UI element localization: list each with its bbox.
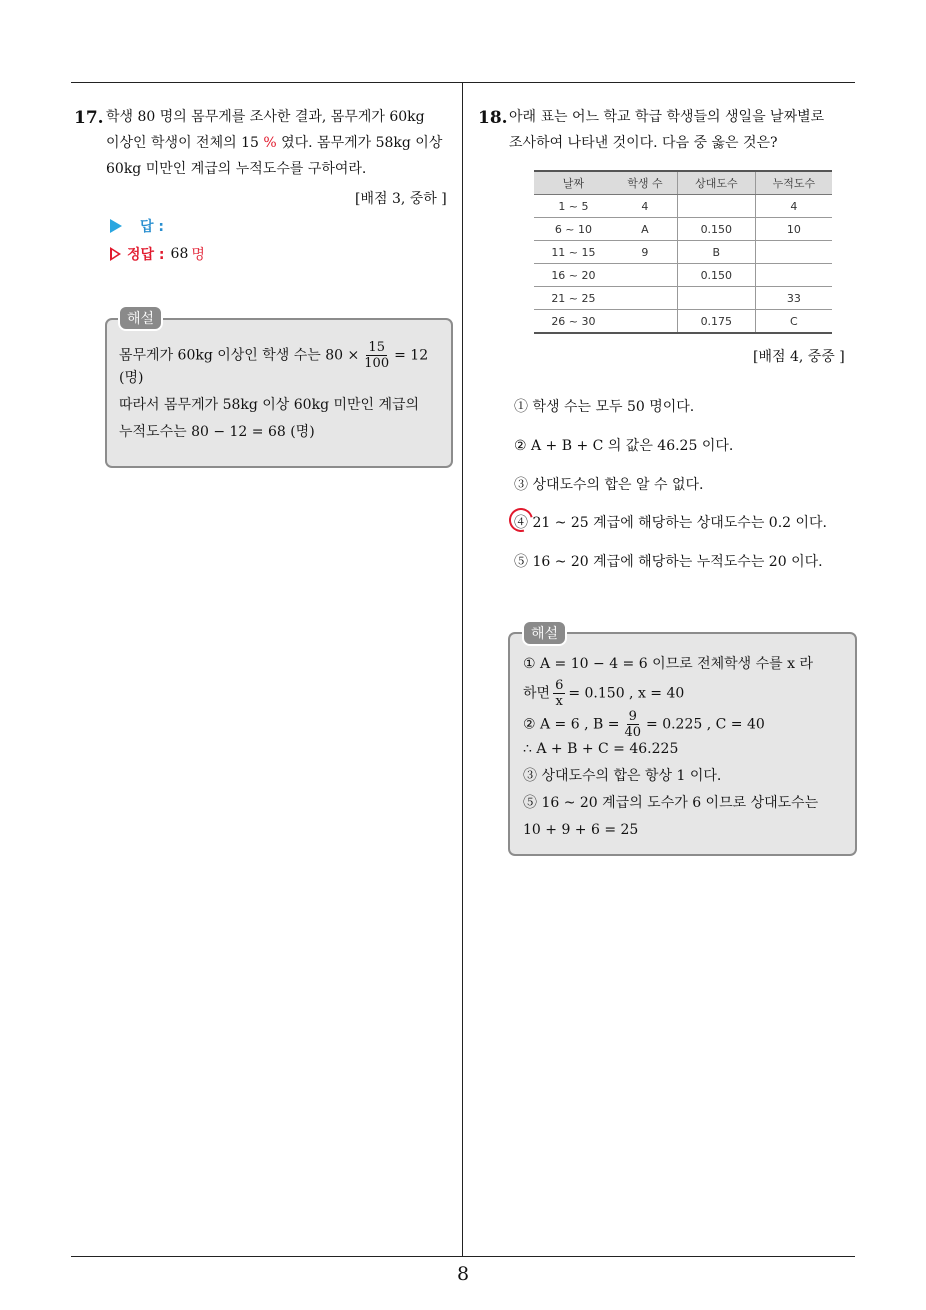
outline-arrow-icon — [110, 247, 121, 261]
correct-answer-label: 정답 : — [127, 247, 165, 263]
question-18-number: 18. — [478, 108, 508, 128]
table-cell: 4 — [613, 195, 678, 218]
question-17-line-1: 학생 80 명의 몸무게를 조사한 결과, 몸무게가 60kg — [106, 109, 425, 125]
table-cell: 11 ~ 15 — [534, 241, 613, 264]
table-row — [534, 264, 832, 287]
table-cell: 16 ~ 20 — [534, 264, 613, 287]
bottom-rule — [71, 1256, 855, 1257]
question-17-text — [106, 104, 458, 182]
table-cell: 6 ~ 10 — [534, 218, 613, 241]
table-row — [534, 218, 832, 241]
play-arrow-icon — [110, 219, 122, 233]
table-row — [534, 195, 832, 218]
table-cell: B — [677, 241, 755, 264]
table-header: 누적도수 — [755, 171, 832, 195]
question-18-score: [배점 4, 중중 ] — [753, 349, 845, 365]
table-cell — [677, 287, 755, 310]
table-cell: 0.150 — [677, 218, 755, 241]
solution-17-line-1: 몸무게가 60kg 이상인 학생 수는 80 × $\frac{15}{100}$ = 12 — [119, 340, 429, 371]
table-cell: 21 ~ 25 — [534, 287, 613, 310]
option-3[interactable]: ③ 상대도수의 합은 알 수 없다. — [514, 477, 704, 493]
solution-17-line-3: 따라서 몸무게가 58kg 이상 60kg 미만인 계급의 — [119, 397, 420, 413]
table-cell: 26 ~ 30 — [534, 310, 613, 334]
table-cell — [677, 195, 755, 218]
solution-tag-18: 해설 — [522, 620, 567, 646]
table-cell: 10 — [755, 218, 832, 241]
option-2[interactable]: ② A + B + C 의 값은 46.25 이다. — [514, 438, 734, 454]
option-1[interactable]: ① 학생 수는 모두 50 명이다. — [514, 399, 695, 415]
solution-18-line-3: ② A = 6 , B = $\frac{9}{40}$ = 0.225 , C = 40 — [523, 709, 765, 740]
question-17-line-3: 60kg 미만인 계급의 누적도수를 구하여라. — [106, 161, 367, 177]
table-row — [534, 310, 832, 334]
option-5[interactable]: ⑤ 16 ~ 20 계급에 해당하는 누적도수는 20 이다. — [514, 554, 823, 570]
table-row — [534, 241, 832, 264]
fraction: $\frac{9}{40}$ — [624, 709, 642, 740]
correct-answer-value: 68 — [170, 246, 189, 262]
solution-18-line-1: ① A = 10 − 4 = 6 이므로 전체학생 수를 x 라 — [523, 656, 814, 672]
solution-18-line-7: 10 + 9 + 6 = 25 — [523, 822, 639, 838]
table-cell — [613, 310, 678, 334]
solution-18-line-2: 하면 $\frac{6}{x}$ = 0.150 , x = 40 — [523, 678, 685, 709]
fraction: $\frac{6}{x}$ — [555, 678, 564, 709]
solution-18-line-6: ⑤ 16 ~ 20 계급의 도수가 6 이므로 상대도수는 — [523, 795, 819, 811]
frequency-table — [534, 170, 832, 334]
table-cell: 33 — [755, 287, 832, 310]
correct-answer-row — [110, 244, 205, 264]
percent-sign: % — [263, 135, 277, 151]
table-row — [534, 287, 832, 310]
table-cell: 9 — [613, 241, 678, 264]
solution-18-line-4: ∴ A + B + C = 46.225 — [523, 741, 679, 757]
answer-row — [110, 216, 164, 236]
table-cell — [755, 241, 832, 264]
table-cell: 0.150 — [677, 264, 755, 287]
solution-18-line-5: ③ 상대도수의 합은 항상 1 이다. — [523, 768, 722, 784]
table-cell — [613, 287, 678, 310]
table-cell: 1 ~ 5 — [534, 195, 613, 218]
solution-17-line-4: 누적도수는 80 − 12 = 68 (명) — [119, 424, 315, 440]
question-18-line-2: 조사하여 나타낸 것이다. 다음 중 옳은 것은? — [509, 135, 778, 151]
table-cell: A — [613, 218, 678, 241]
table-cell — [755, 264, 832, 287]
table-cell: 0.175 — [677, 310, 755, 334]
top-rule — [71, 82, 855, 83]
fraction: $\frac{15}{100}$ — [364, 340, 390, 371]
question-17-score: [배점 3, 중하 ] — [355, 191, 447, 207]
column-divider — [462, 82, 463, 1256]
table-header: 상대도수 — [677, 171, 755, 195]
question-17-line-2: 이상인 학생이 전체의 15 % 였다. 몸무게가 58kg 이상 — [106, 135, 443, 151]
table-header: 날짜 — [534, 171, 613, 195]
page-number: 8 — [456, 1263, 470, 1285]
question-18-text — [509, 104, 861, 156]
question-17-number: 17. — [74, 108, 104, 128]
table-cell — [613, 264, 678, 287]
correct-answer-unit: 명 — [191, 247, 205, 263]
table-cell: 4 — [755, 195, 832, 218]
solution-tag-17: 해설 — [118, 305, 163, 331]
table-header-row — [534, 171, 832, 195]
solution-box-18 — [508, 632, 857, 856]
option-4[interactable]: ④ 21 ~ 25 계급에 해당하는 상대도수는 0.2 이다. — [514, 515, 828, 531]
table-cell: C — [755, 310, 832, 334]
table-header: 학생 수 — [613, 171, 678, 195]
answer-label: 답 : — [140, 219, 164, 235]
solution-box-17 — [105, 318, 453, 468]
question-18-line-1: 아래 표는 어느 학교 학급 학생들의 생일을 날짜별로 — [509, 109, 825, 125]
solution-17-line-2: (명) — [119, 370, 144, 386]
